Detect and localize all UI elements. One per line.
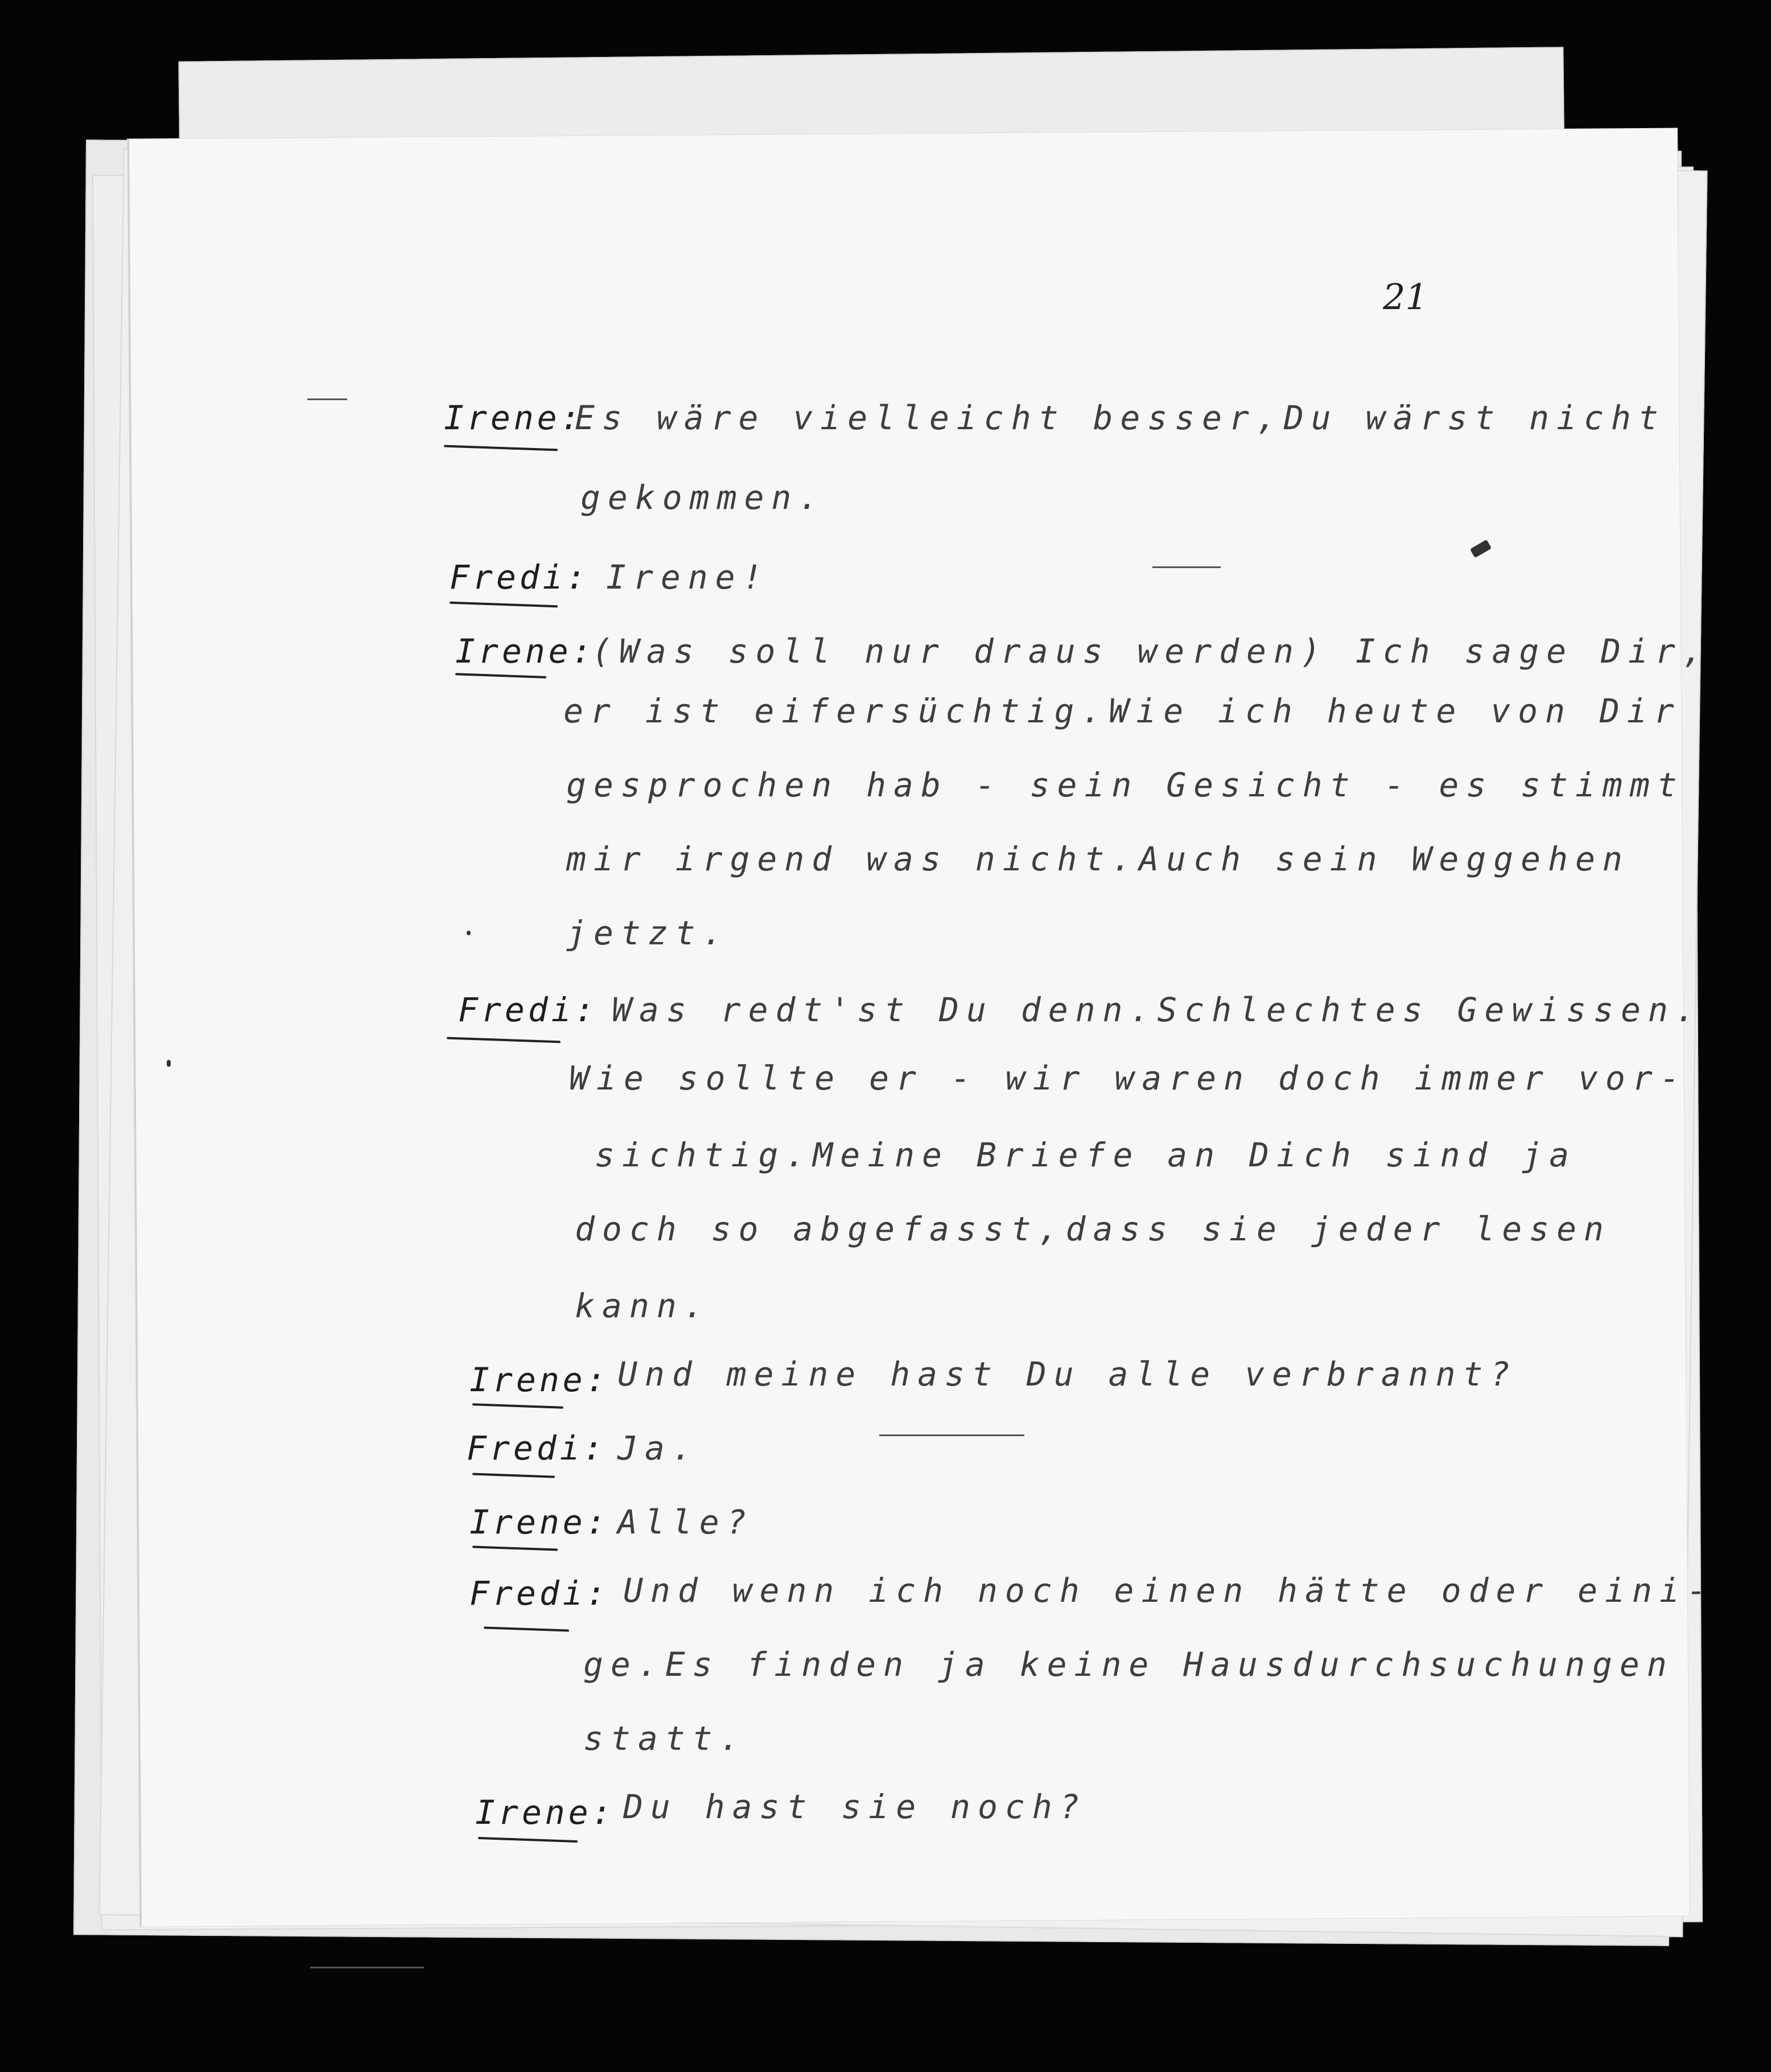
speaker-underline	[472, 1403, 563, 1409]
dialogue-line: (Was soll nur draus werden) Ich sage Dir,	[592, 632, 1710, 671]
page-number: 21	[1383, 276, 1428, 318]
dialogue-line: doch so abgefasst,dass sie jeder lesen	[575, 1210, 1611, 1248]
speaker-underline	[472, 1473, 555, 1478]
dialogue-line: Und wenn ich noch einen hätte oder eini-	[623, 1571, 1714, 1610]
dialogue-line: kann.	[575, 1286, 711, 1325]
dialogue-line: Du hast sie noch?	[623, 1787, 1087, 1826]
dialogue-line: mir irgend was nicht.Auch sein Weggehen	[566, 840, 1630, 878]
speaker-label: Irene:	[475, 1793, 615, 1832]
ink-mark	[1470, 540, 1492, 558]
dialogue-line: er ist eifersüchtig.Wie ich heute von Dir	[563, 692, 1682, 730]
dialogue-line: statt.	[583, 1719, 747, 1758]
speaker-underline	[472, 1545, 558, 1551]
ink-dot	[167, 1060, 171, 1067]
dialogue-line: Alle?	[617, 1503, 754, 1541]
speaker-label: Fredi:	[467, 1429, 607, 1467]
pencil-stroke	[310, 1967, 424, 1968]
pencil-stroke	[1152, 566, 1221, 568]
dialogue-line: Und meine hast Du alle verbrannt?	[617, 1355, 1518, 1393]
speaker-label: Fredi:	[450, 558, 590, 597]
pencil-stroke	[879, 1434, 1024, 1436]
speaker-underline	[444, 445, 558, 451]
speaker-underline	[447, 1037, 561, 1043]
speaker-underline	[478, 1837, 578, 1843]
dialogue-line: gesprochen hab - sein Gesicht - es stimmt	[566, 766, 1684, 804]
dialogue-line: Irene!	[606, 558, 770, 597]
speaker-label: Irene:	[455, 632, 595, 671]
speaker-underline	[455, 673, 546, 679]
speaker-label: Fredi:	[469, 1574, 609, 1613]
dialogue-line: Es wäre vielleicht besser,Du wärst nicht	[575, 398, 1666, 437]
ink-dot	[467, 931, 471, 935]
dialogue-line: ge.Es finden ja keine Hausdurchsuchungen	[583, 1645, 1674, 1684]
pencil-stroke	[307, 398, 347, 400]
speaker-label: Fredi:	[458, 990, 598, 1029]
speaker-label: Irene:	[444, 398, 584, 437]
dialogue-line: sichtig.Meine Briefe an Dich sind ja	[595, 1136, 1577, 1174]
speaker-label: Irene:	[469, 1360, 609, 1399]
dialogue-line: jetzt.	[566, 914, 730, 952]
speaker-underline	[484, 1626, 569, 1631]
dialogue-line: gekommen.	[580, 478, 826, 517]
dialogue-line: Ja.	[617, 1429, 699, 1467]
speaker-underline	[450, 602, 558, 608]
speaker-label: Irene:	[469, 1503, 609, 1541]
dialogue-line: Was redt'st Du denn.Schlechtes Gewissen.	[612, 990, 1703, 1029]
dialogue-line: Wie sollte er - wir waren doch immer vor-	[569, 1059, 1687, 1097]
